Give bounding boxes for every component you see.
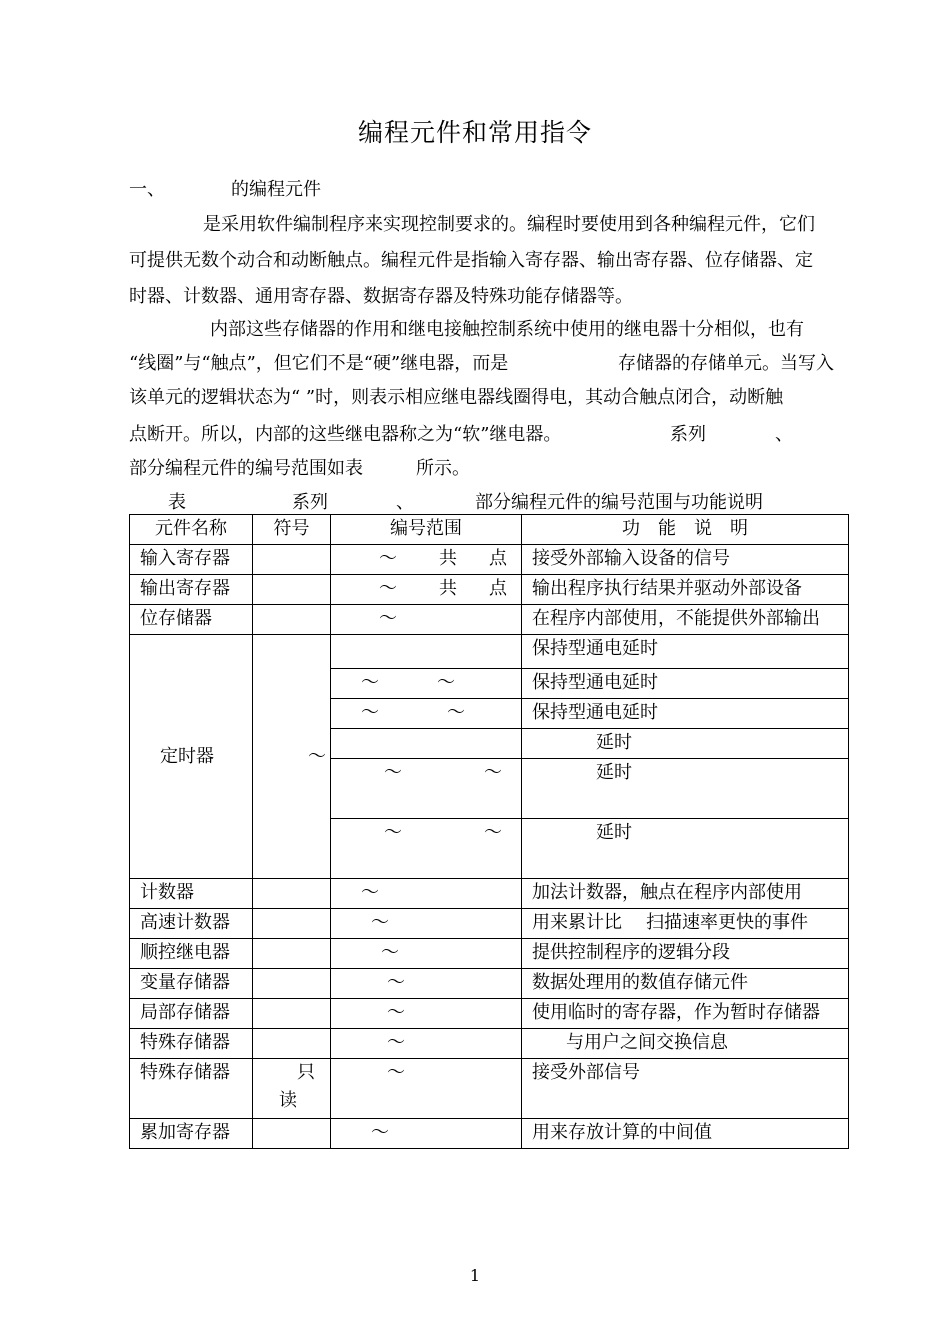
table-caption-series: 系列 — [292, 492, 328, 513]
paragraph-line: 存储器的存储单元。当写入 — [618, 353, 834, 374]
cell-name: 高速计数器 — [130, 909, 253, 939]
cell-name: 变量存储器 — [130, 969, 253, 999]
cell-range — [331, 1059, 522, 1119]
cell-symbol — [253, 879, 331, 909]
timer-row — [130, 635, 849, 669]
range-start: ～ — [379, 548, 397, 569]
cell-range — [331, 909, 522, 939]
cell-symbol — [253, 999, 331, 1029]
cell-name: 顺控继电器 — [130, 939, 253, 969]
cell-range — [331, 669, 522, 699]
cell-function: 提供控制程序的逻辑分段 — [522, 939, 849, 969]
range-start: ～ — [384, 822, 402, 843]
cell-symbol — [253, 1029, 331, 1059]
table-row — [130, 999, 849, 1029]
cell-name: 局部存储器 — [130, 999, 253, 1029]
range-count: 共 — [439, 548, 457, 569]
cell-function: 在程序内部使用，不能提供外部输出 — [522, 605, 849, 635]
table-row — [130, 879, 849, 909]
cell-function: 输出程序执行结果并驱动外部设备 — [522, 575, 849, 605]
range-start: ～ — [361, 882, 379, 903]
cell-name: 位存储器 — [130, 605, 253, 635]
paragraph-line: 是采用软件编制程序来实现控制要求的。编程时要使用到各种编程元件，它们 — [203, 214, 815, 235]
paragraph-line: 点断开。所以，内部的这些继电器称之为“软”继电器。 — [129, 424, 562, 445]
range-start: ～ — [371, 912, 389, 933]
range-end: ～ — [447, 702, 465, 723]
range-end: ～ — [484, 762, 502, 783]
cell-symbol — [253, 909, 331, 939]
table-row — [130, 1029, 849, 1059]
paragraph-line: “线圈”与“触点”，但它们不是“硬”继电器，而是 — [129, 353, 509, 374]
page-title: 编程元件和常用指令 — [357, 118, 592, 147]
paragraph-line: 内部这些存储器的作用和继电接触控制系统中使用的继电器十分相似，也有 — [210, 319, 804, 340]
table-row — [130, 1119, 849, 1149]
cell-range — [331, 999, 522, 1029]
cell-range — [331, 969, 522, 999]
range-start: ～ — [384, 762, 402, 783]
page-number: 1 — [469, 1266, 481, 1285]
range-start: ～ — [379, 608, 397, 629]
range-start: ～ — [387, 1032, 405, 1053]
header-symbol: 符号 — [253, 515, 331, 545]
section-number: 一、 — [129, 179, 165, 200]
table-row — [130, 939, 849, 969]
cell-range — [331, 879, 522, 909]
cell-function: 接受外部信号 — [522, 1059, 849, 1119]
cell-range — [331, 545, 522, 575]
table-row — [130, 969, 849, 999]
cell-range — [331, 1119, 522, 1149]
range-unit: 点 — [489, 548, 507, 569]
cell-function: 保持型通电延时 — [522, 669, 849, 699]
cell-range — [331, 729, 522, 759]
table-row — [130, 1059, 849, 1119]
table-caption-prefix: 表 — [168, 492, 186, 513]
cell-name: 特殊存储器 — [130, 1029, 253, 1059]
range-end: ～ — [484, 822, 502, 843]
cell-range — [331, 699, 522, 729]
range-start: ～ — [387, 972, 405, 993]
cell-symbol — [253, 575, 331, 605]
cell-function: 用来存放计算的中间值 — [522, 1119, 849, 1149]
range-start: ～ — [371, 1122, 389, 1143]
table-caption-separator: 、 — [396, 492, 414, 513]
element-table — [129, 514, 849, 1149]
cell-symbol — [253, 1059, 331, 1119]
header-function: 功 能 说 明 — [522, 515, 849, 545]
cell-name: 输入寄存器 — [130, 545, 253, 575]
symbol-part: 读 — [279, 1090, 297, 1111]
cell-name: 累加寄存器 — [130, 1119, 253, 1149]
cell-function: 延时 — [522, 819, 849, 879]
series-separator: 、 — [775, 424, 793, 445]
table-row — [130, 605, 849, 635]
paragraph-line: 可提供无数个动合和动断触点。编程元件是指输入寄存器、输出寄存器、位存储器、定 — [129, 250, 813, 271]
paragraph-line: 时器、计数器、通用寄存器、数据寄存器及特殊功能存储器等。 — [129, 286, 633, 307]
range-unit: 点 — [489, 578, 507, 599]
cell-function: 数据处理用的数值存储元件 — [522, 969, 849, 999]
cell-range — [331, 1029, 522, 1059]
range-start: ～ — [381, 942, 399, 963]
range-start: ～ — [361, 672, 379, 693]
cell-range — [331, 759, 522, 819]
cell-function: 与用户之间交换信息 — [522, 1029, 849, 1059]
cell-symbol — [253, 545, 331, 575]
cell-function: 延时 — [522, 729, 849, 759]
cell-symbol — [253, 605, 331, 635]
table-row — [130, 909, 849, 939]
cell-range — [331, 575, 522, 605]
table-header-row — [130, 515, 849, 545]
cell-range — [331, 635, 522, 669]
range-start: ～ — [379, 578, 397, 599]
series-label: 系列 — [670, 424, 706, 445]
table-caption: 部分编程元件的编号范围与功能说明 — [475, 492, 763, 513]
cell-name: 定时器 — [130, 635, 253, 879]
function-part: 扫描速率更快的事件 — [646, 912, 808, 933]
cell-function — [522, 909, 849, 939]
range-start: ～ — [387, 1002, 405, 1023]
range-start: ～ — [361, 702, 379, 723]
header-range: 编号范围 — [331, 515, 522, 545]
symbol-part: 只 — [297, 1062, 315, 1083]
table-row — [130, 575, 849, 605]
cell-symbol — [253, 969, 331, 999]
cell-range — [331, 605, 522, 635]
cell-function: 延时 — [522, 759, 849, 819]
header-name: 元件名称 — [130, 515, 253, 545]
cell-function: 接受外部输入设备的信号 — [522, 545, 849, 575]
function-part: 用来累计比 — [532, 912, 622, 933]
section-heading: 的编程元件 — [231, 179, 321, 200]
cell-range — [331, 939, 522, 969]
cell-function: 使用临时的寄存器，作为暂时存储器 — [522, 999, 849, 1029]
cell-symbol: ～ — [253, 635, 331, 879]
paragraph-line: 所示。 — [416, 458, 470, 479]
paragraph-line: 该单元的逻辑状态为“ ”时，则表示相应继电器线圈得电，其动合触点闭合，动断触 — [129, 387, 784, 408]
table-row — [130, 545, 849, 575]
range-count: 共 — [439, 578, 457, 599]
paragraph-line: 部分编程元件的编号范围如表 — [129, 458, 363, 479]
range-start: ～ — [387, 1062, 405, 1083]
cell-function: 保持型通电延时 — [522, 635, 849, 669]
cell-name: 计数器 — [130, 879, 253, 909]
cell-symbol — [253, 1119, 331, 1149]
cell-range — [331, 819, 522, 879]
cell-function: 加法计数器，触点在程序内部使用 — [522, 879, 849, 909]
cell-name: 输出寄存器 — [130, 575, 253, 605]
cell-symbol — [253, 939, 331, 969]
range-end: ～ — [437, 672, 455, 693]
cell-name: 特殊存储器 — [130, 1059, 253, 1119]
cell-function: 保持型通电延时 — [522, 699, 849, 729]
